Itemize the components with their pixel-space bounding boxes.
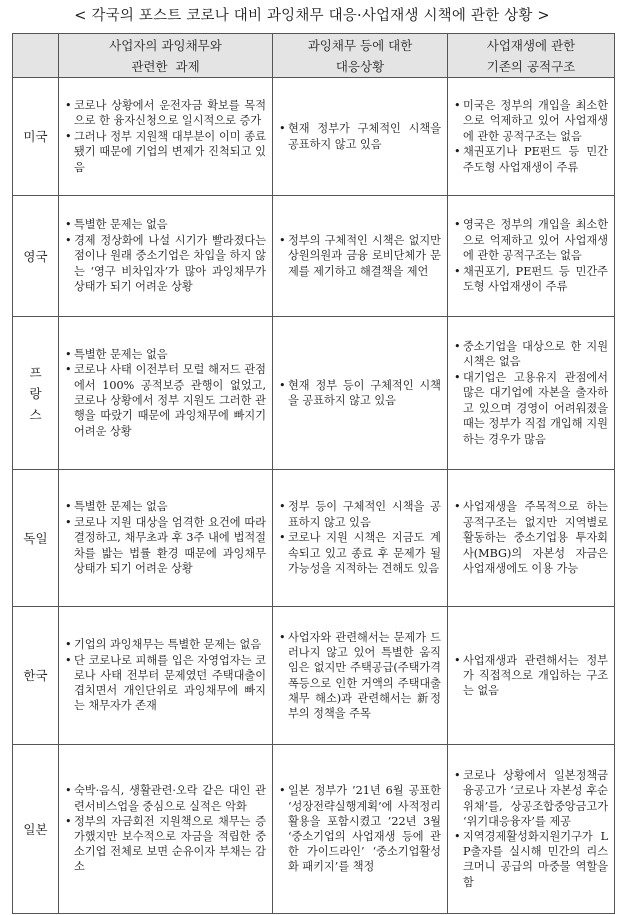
table-row-korea bbox=[13, 607, 615, 745]
country-uk: 영국 bbox=[13, 196, 59, 317]
france-response-item: • 현재 정부 등이 구체적인 시책을 공표하지 않고 있음 bbox=[277, 378, 441, 409]
france-structure-item: • 대기업은 고용유지 관점에서 많은 대기업에 자본을 출자하고 있으며 경영이 어려워졌을 때는 정부가 직접 개입해 지원하는 경우가 많음 bbox=[452, 370, 608, 447]
header-col1-line1: 사업자의 과잉채무와 bbox=[109, 37, 222, 53]
korea-issue-item: • 기업의 과잉채무는 특별한 문제는 없음 bbox=[63, 637, 266, 652]
france-issue-item: • 특별한 문제는 없음 bbox=[63, 347, 266, 362]
header-col1-line2: 관련한 과제 bbox=[131, 58, 200, 74]
header-col3 bbox=[448, 34, 615, 78]
header-col2 bbox=[273, 34, 448, 78]
usa-response-item: • 현재 정부가 구체적인 시책을 공표하지 않고 있음 bbox=[277, 121, 441, 152]
usa-response-cell bbox=[273, 78, 448, 196]
table-row-japan bbox=[13, 745, 615, 914]
usa-issues-cell bbox=[59, 78, 273, 196]
france-issues-cell bbox=[59, 317, 273, 470]
usa-issue-item: • 그러나 정부 지원책 대부분이 이미 종료됐기 때문에 기업의 변제가 진척되고 있음 bbox=[63, 129, 266, 175]
germany-structure-cell bbox=[448, 470, 615, 607]
uk-issue-item: • 특별한 문제는 없음 bbox=[63, 217, 266, 232]
japan-response-item: • 일본 정부가 ’21년 6월 공표한 ‘성장전략실행계획’에 사적정리 활용을 포함시켰고 ’22년 3월 ‘중소기업의 사업재생 등에 관한 가이드라인’ ‘중소기업활성화 패키지’를 책정 bbox=[277, 783, 441, 874]
page-title: < 각국의 포스트 코로나 대비 과잉채무 대응·사업재생 시책에 관한 상황 > bbox=[74, 8, 550, 24]
korea-structure-item: • 사업재생과 관련해서는 정부가 직접적으로 개입하는 구조는 없음 bbox=[452, 653, 608, 699]
country-france-label: 프 랑 스 bbox=[29, 364, 42, 422]
germany-issue-item: • 특별한 문제는 없음 bbox=[63, 499, 266, 514]
header-col2-line2: 대응상황 bbox=[335, 58, 385, 74]
usa-structure-item: • 미국은 정부의 개입을 최소한으로 억제하고 있어 사업재생에 관한 공적구조는 없음 bbox=[452, 98, 608, 144]
japan-structure-item: • 코로나 상황에서 일본정책금융공고가 ‘코로나 자본성 후순위채’를, 상공조합중앙금고가 ‘위기대응융자’를 제공 bbox=[452, 768, 608, 829]
uk-response-item: • 정부의 구체적인 시책은 없지만 상원의원과 금융 로비단체가 문제를 제기하고 해결책을 제언 bbox=[277, 233, 441, 279]
germany-structure-item: • 사업재생을 주목적으로 하는 공적구조는 없지만 지역별로 활동하는 중소기업용 투자회사(MBG)의 자본성 자금은 사업재생에도 이용 가능 bbox=[452, 499, 608, 576]
uk-structure-item: • 영국은 정부의 개입을 최소한으로 억제하고 있어 사업재생에 관한 공적구조는 없음 bbox=[452, 217, 608, 263]
korea-structure-cell bbox=[448, 607, 615, 745]
japan-response-cell bbox=[273, 745, 448, 914]
germany-response-item: • 코로나 지원 시책은 지금도 계속되고 있고 종료 후 문제가 될 가능성을 지적하는 견해도 있음 bbox=[277, 530, 441, 576]
header-row bbox=[13, 34, 615, 78]
korea-issues-cell bbox=[59, 607, 273, 745]
table-row-germany bbox=[13, 470, 615, 607]
japan-issues-cell bbox=[59, 745, 273, 914]
japan-issue-item: • 숙박·음식, 생활관련·오락 같은 대인 관련서비스업을 중심으로 실적은 악화 bbox=[63, 783, 266, 813]
header-col2-line1: 과잉채무 등에 대한 bbox=[307, 37, 413, 53]
header-col3-line1: 사업재생에 관한 bbox=[486, 37, 576, 53]
country-germany: 독일 bbox=[13, 470, 59, 607]
usa-structure-cell bbox=[448, 78, 615, 196]
france-structure-cell bbox=[448, 317, 615, 470]
france-issue-item: • 코로나 사태 이전부터 모럴 해저드 관점에서 100% 공적보증 관행이 없었고, 코로나 상황에서 정부 지원도 그러한 관행을 따랐기 때문에 과잉채무에 빠지기 어려운 상황 bbox=[63, 362, 266, 439]
usa-issue-item: • 코로나 상황에서 운전자금 확보를 목적으로 한 융자신청으로 일시적으로 증가 bbox=[63, 98, 266, 129]
uk-structure-item: • 채권포기, PE펀드 등 민간주도형 사업재생이 주류 bbox=[452, 264, 608, 295]
japan-issue-item: • 정부의 자금회전 지원책으로 채무는 증가했지만 보수적으로 자금을 적립한 중소기업 전체로 보면 순유이자 부채는 감소 bbox=[63, 814, 266, 875]
uk-issue-item: • 경제 정상화에 나설 시기가 빨라졌다는 점이나 원래 중소기업은 차입을 하지 않는 ‘영구 비차입자’가 많아 과잉채무가 상태가 되기 어려운 상황 bbox=[63, 233, 266, 295]
header-col3-line2: 기존의 공적구조 bbox=[486, 58, 576, 74]
country-japan: 일본 bbox=[13, 745, 59, 914]
uk-issues-cell bbox=[59, 196, 273, 317]
comparison-table bbox=[12, 33, 615, 914]
france-structure-item: • 중소기업을 대상으로 한 지원시책은 없음 bbox=[452, 339, 608, 370]
uk-structure-cell bbox=[448, 196, 615, 317]
japan-structure-cell bbox=[448, 745, 615, 914]
header-country-cell bbox=[13, 34, 59, 78]
table-row-usa bbox=[13, 78, 615, 196]
japan-structure-item: • 지역경제활성화지원기구가 LP출자를 실시해 민간의 리스크머니 공급의 마중물 역할을 함 bbox=[452, 829, 608, 890]
country-france bbox=[13, 317, 59, 470]
country-usa: 미국 bbox=[13, 78, 59, 196]
germany-response-item: • 정부 등이 구체적인 시책을 공표하지 않고 있음 bbox=[277, 499, 441, 530]
uk-response-cell bbox=[273, 196, 448, 317]
germany-issues-cell bbox=[59, 470, 273, 607]
country-korea: 한국 bbox=[13, 607, 59, 745]
header-col1 bbox=[59, 34, 273, 78]
usa-structure-item: • 채권포기나 PE펀드 등 민간주도형 사업재생이 주류 bbox=[452, 144, 608, 175]
korea-issue-item: • 단 코로나로 피해를 입은 자영업자는 코로나 사태 전부터 문제였던 주택대출이 겹치면서 개인단위로 과잉채무에 빠지는 채무자가 존재 bbox=[63, 653, 266, 714]
france-response-cell bbox=[273, 317, 448, 470]
germany-issue-item: • 코로나 지원 대상을 엄격한 요건에 따라 결정하고, 채무초과 후 3주 내에 법적절차를 밟는 법률 환경 때문에 과잉채무 상태가 되기 어려운 상황 bbox=[63, 515, 266, 577]
table-row-france bbox=[13, 317, 615, 470]
korea-response-item: • 사업자와 관련해서는 문제가 드러나지 않고 있어 특별한 움직임은 없지만 주택공급(주택가격 폭등으로 인한 거액의 주택대출 채무 해소)과 관련해서는 新정부의 정책을 주목 bbox=[277, 630, 441, 721]
korea-response-cell bbox=[273, 607, 448, 745]
table-row-uk bbox=[13, 196, 615, 317]
germany-response-cell bbox=[273, 470, 448, 607]
